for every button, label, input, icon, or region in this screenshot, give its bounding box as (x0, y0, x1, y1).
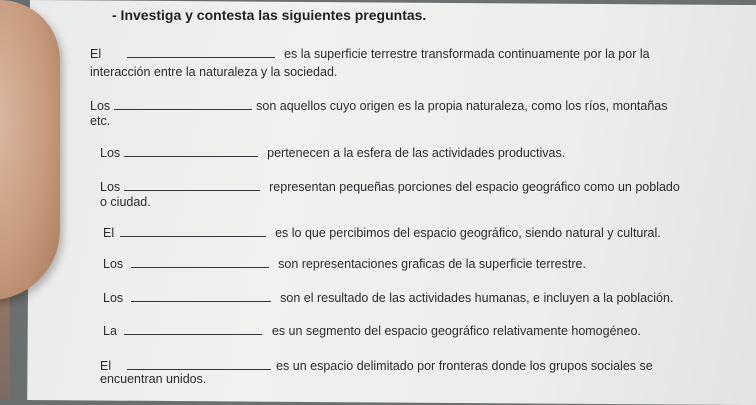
question-prefix: Los (100, 180, 121, 194)
answer-blank[interactable] (127, 358, 271, 370)
question-6 (103, 256, 726, 272)
answer-blank[interactable] (131, 256, 269, 268)
question-8 (103, 323, 726, 339)
question-prefix: La (103, 324, 117, 338)
thumb (0, 0, 60, 300)
question-3 (100, 145, 726, 161)
question-4-continuation: o ciudad. (100, 195, 151, 209)
question-2-continuation: etc. (90, 114, 111, 128)
question-text: son representaciones graficas de la superficie terrestre. (278, 257, 586, 271)
question-1-continuation: interacción entre la naturaleza y la sociedad. (90, 65, 338, 79)
question-prefix: El (90, 47, 102, 61)
question-prefix: Los (90, 99, 111, 113)
question-1 (90, 46, 726, 62)
question-prefix: Los (100, 146, 121, 160)
answer-blank[interactable] (120, 225, 266, 237)
answer-blank[interactable] (131, 290, 271, 302)
question-text: es la superficie terrestre transformada continuamente por la por la (284, 47, 650, 61)
question-text: son aquellos cuyo origen es la propia naturaleza, como los ríos, montañas (256, 99, 668, 113)
question-9-continuation: encuentran unidos. (100, 372, 207, 386)
question-text: es un segmento del espacio geográfico relativamente homogéneo. (271, 324, 641, 338)
worksheet-title: - Investiga y contesta las siguientes preguntas. (112, 7, 427, 23)
question-4 (100, 179, 726, 195)
question-2 (90, 98, 726, 114)
question-prefix: El (100, 359, 112, 373)
question-prefix: Los (103, 291, 124, 305)
question-text: es un espacio delimitado por fronteras donde los grupos sociales se (276, 359, 653, 373)
question-text: es lo que percibimos del espacio geográfico, siendo natural y cultural. (275, 226, 661, 240)
answer-blank[interactable] (124, 323, 262, 335)
question-text: representan pequeñas porciones del espacio geográfico como un poblado (269, 180, 680, 194)
question-7 (103, 290, 726, 306)
answer-blank[interactable] (114, 98, 252, 110)
question-prefix: Los (103, 257, 124, 271)
question-text: pertenecen a la esfera de las actividades productivas. (267, 146, 566, 160)
question-text: son el resultado de las actividades humanas, e incluyen a la población. (280, 291, 674, 305)
answer-blank[interactable] (124, 179, 260, 191)
question-prefix: El (103, 226, 115, 240)
answer-blank[interactable] (124, 145, 258, 157)
answer-blank[interactable] (127, 46, 275, 58)
question-5 (103, 225, 726, 241)
